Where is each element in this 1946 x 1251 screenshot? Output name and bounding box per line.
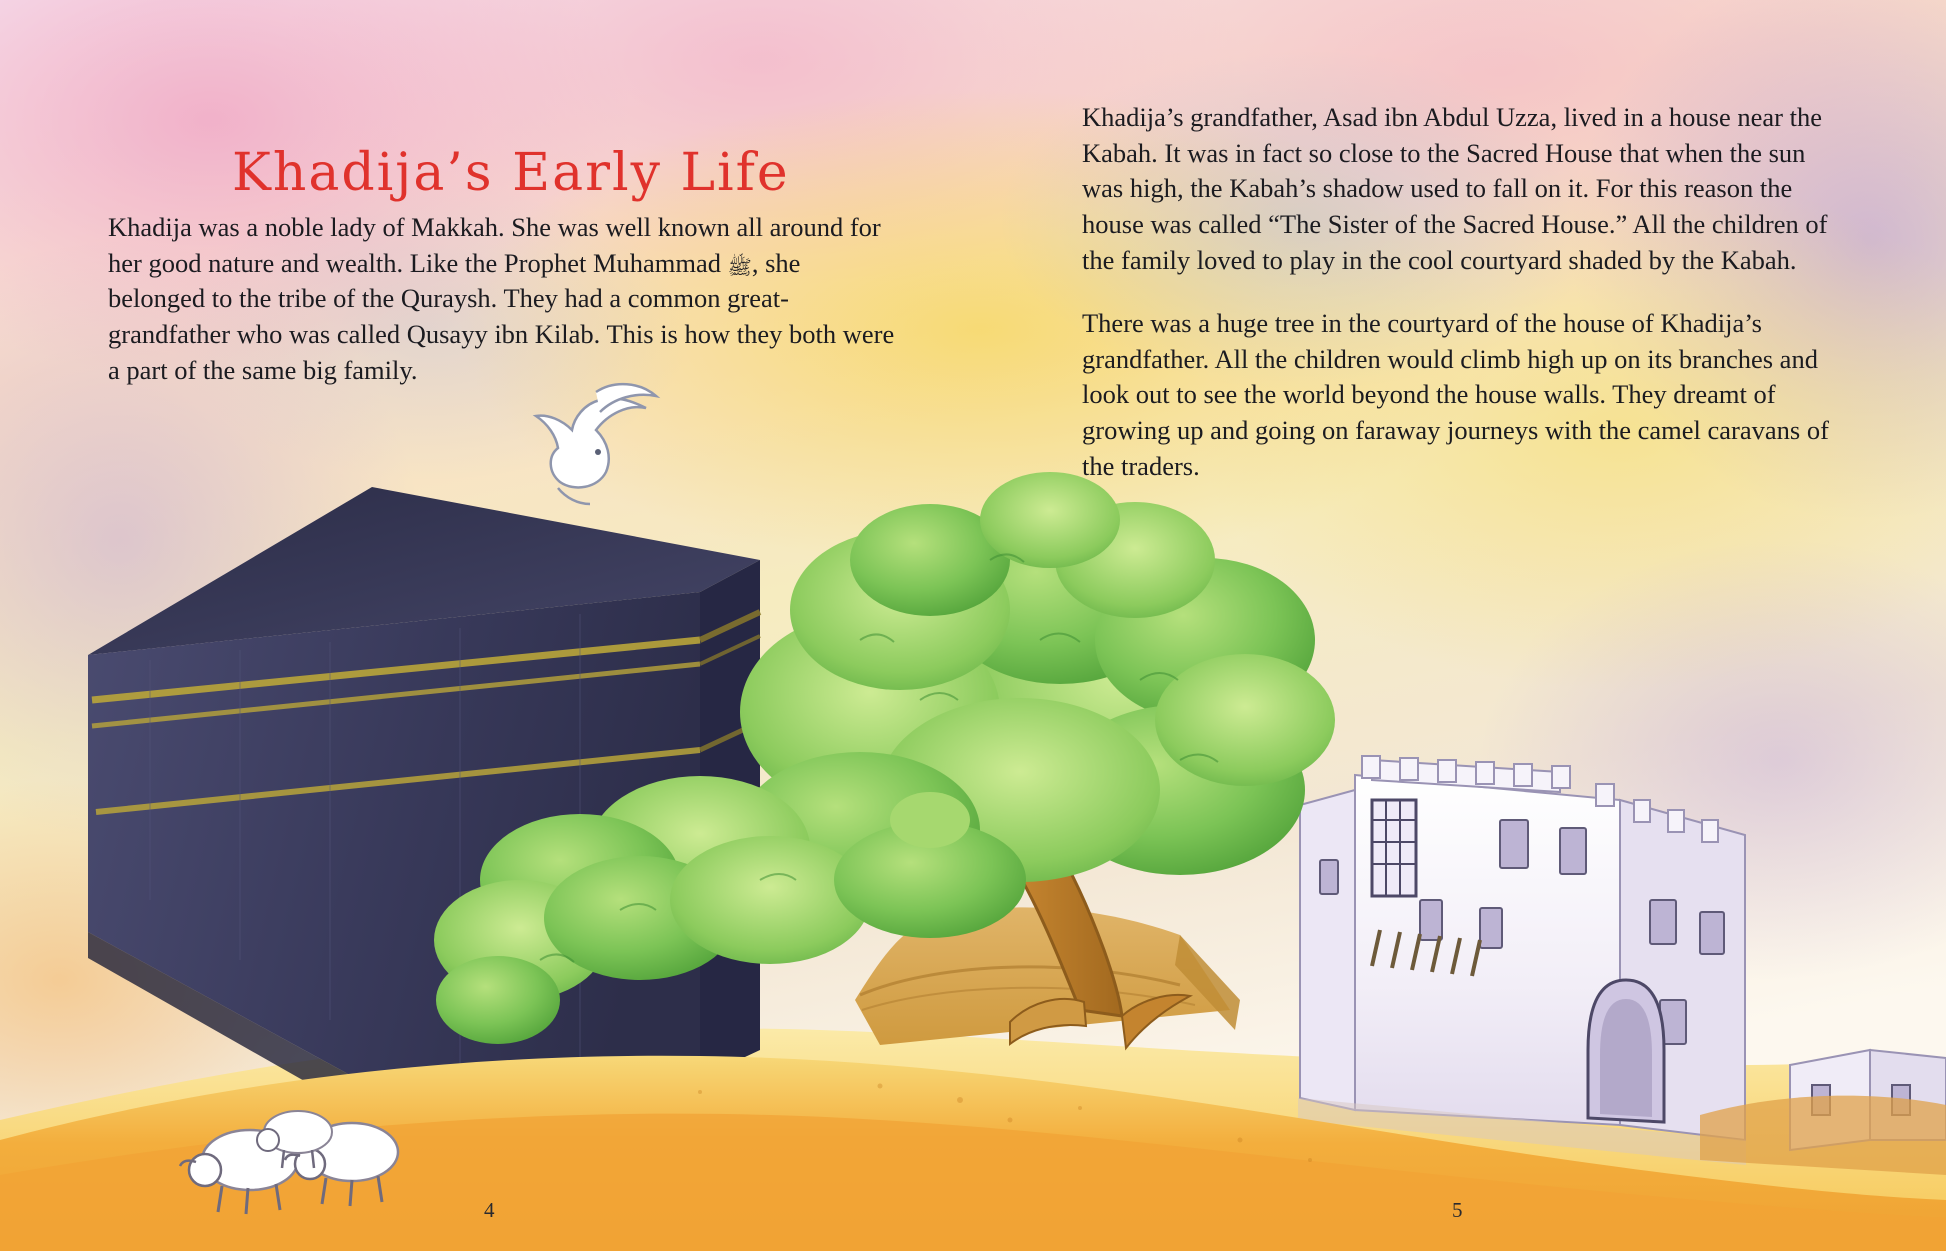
right-column-text xyxy=(1082,100,1842,512)
page-title: Khadija’s Early Life xyxy=(232,142,790,203)
page-number-left: 4 xyxy=(484,1198,495,1222)
lattice-window xyxy=(1372,800,1416,896)
paragraph: There was a huge tree in the courtyard of the house of Khadija’s grandfather. All the children would climb high up on its branches and look out to see the world beyond the house walls. They dreamt of growing up and going on faraway journeys with the camel caravans of the traders. xyxy=(1082,308,1829,481)
paragraph: Khadija’s grandfather, Asad ibn Abdul Uzza, lived in a house near the Kabah. It was in fact so close to the Sacred House that when the sun was high, the Kabah’s shadow used to fall on it. For this reason the house was called “The Sister of the Sacred House.” All the children of the family loved to play in the cool courtyard shaded by the Kabah. xyxy=(1082,102,1828,275)
stone-house xyxy=(1298,756,1746,1165)
page-number-right: 5 xyxy=(1452,1198,1463,1222)
left-column-text xyxy=(108,210,898,416)
paragraph: Khadija was a noble lady of Makkah. She was well known all around for her good nature and wealth. Like the Prophet Muhammad ﷺ, she belonged to the tribe of the Quraysh. They had a common great-grandfather who was called Qusayy ibn Kilab. This is how they both were a part of the same big family. xyxy=(108,212,895,385)
peace-be-upon-him-symbol: ﷺ xyxy=(727,256,752,279)
